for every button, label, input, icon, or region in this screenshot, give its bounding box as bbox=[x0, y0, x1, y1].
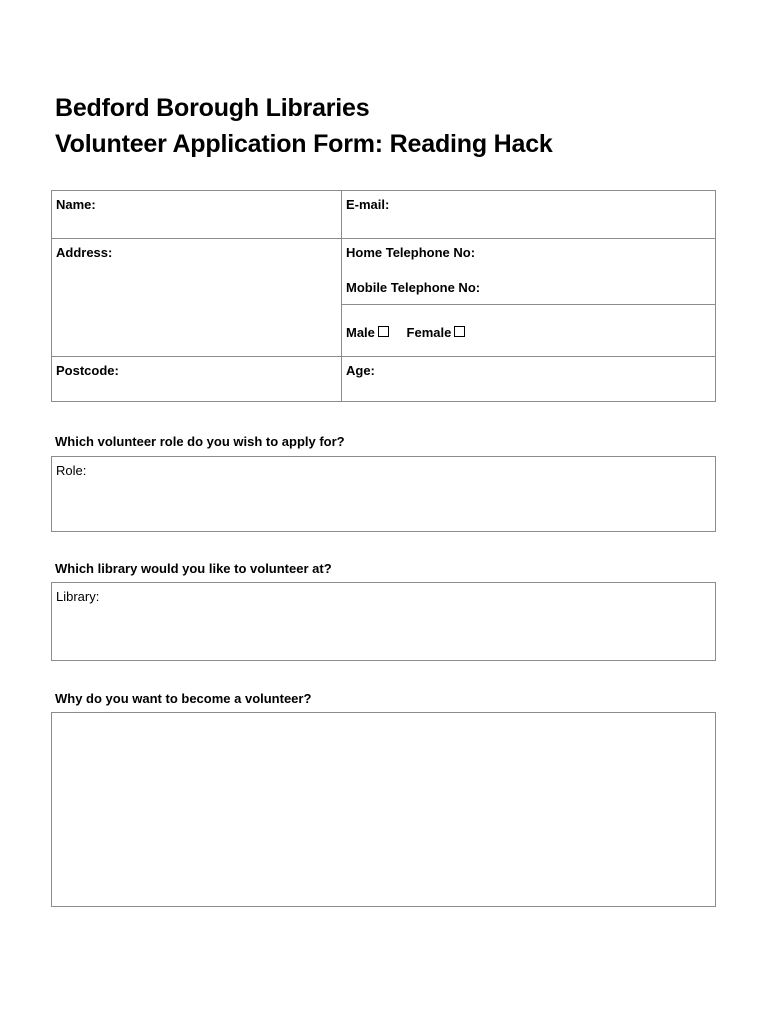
male-label: Male bbox=[346, 325, 375, 340]
page-title bbox=[55, 90, 553, 162]
postcode-label: Postcode: bbox=[56, 363, 119, 378]
reason-question: Why do you want to become a volunteer? bbox=[55, 691, 312, 706]
org-title: Bedford Borough Libraries bbox=[55, 94, 370, 122]
library-label: Library: bbox=[56, 589, 100, 604]
name-field[interactable] bbox=[52, 191, 342, 239]
home-phone-label: Home Telephone No: bbox=[346, 245, 476, 260]
female-checkbox[interactable] bbox=[454, 326, 465, 337]
phone-field[interactable] bbox=[342, 239, 716, 305]
male-checkbox[interactable] bbox=[378, 326, 389, 337]
age-label: Age: bbox=[346, 363, 375, 378]
form-title: Volunteer Application Form: Reading Hack bbox=[55, 130, 553, 158]
female-label: Female bbox=[406, 325, 452, 340]
personal-details-table bbox=[51, 190, 716, 402]
sex-field bbox=[342, 305, 716, 357]
address-field[interactable] bbox=[52, 239, 342, 357]
role-field[interactable] bbox=[51, 456, 716, 532]
name-label: Name: bbox=[56, 197, 96, 212]
library-field[interactable] bbox=[51, 582, 716, 661]
email-label: E-mail: bbox=[346, 197, 390, 212]
email-field[interactable] bbox=[342, 191, 716, 239]
postcode-field[interactable] bbox=[52, 357, 342, 402]
mobile-phone-label: Mobile Telephone No: bbox=[346, 280, 481, 295]
reason-field[interactable] bbox=[51, 712, 716, 907]
age-field[interactable] bbox=[342, 357, 716, 402]
role-question: Which volunteer role do you wish to apply for? bbox=[55, 434, 345, 449]
role-label: Role: bbox=[56, 463, 87, 478]
library-question: Which library would you like to volunteer at? bbox=[55, 561, 332, 576]
address-label: Address: bbox=[56, 245, 113, 260]
